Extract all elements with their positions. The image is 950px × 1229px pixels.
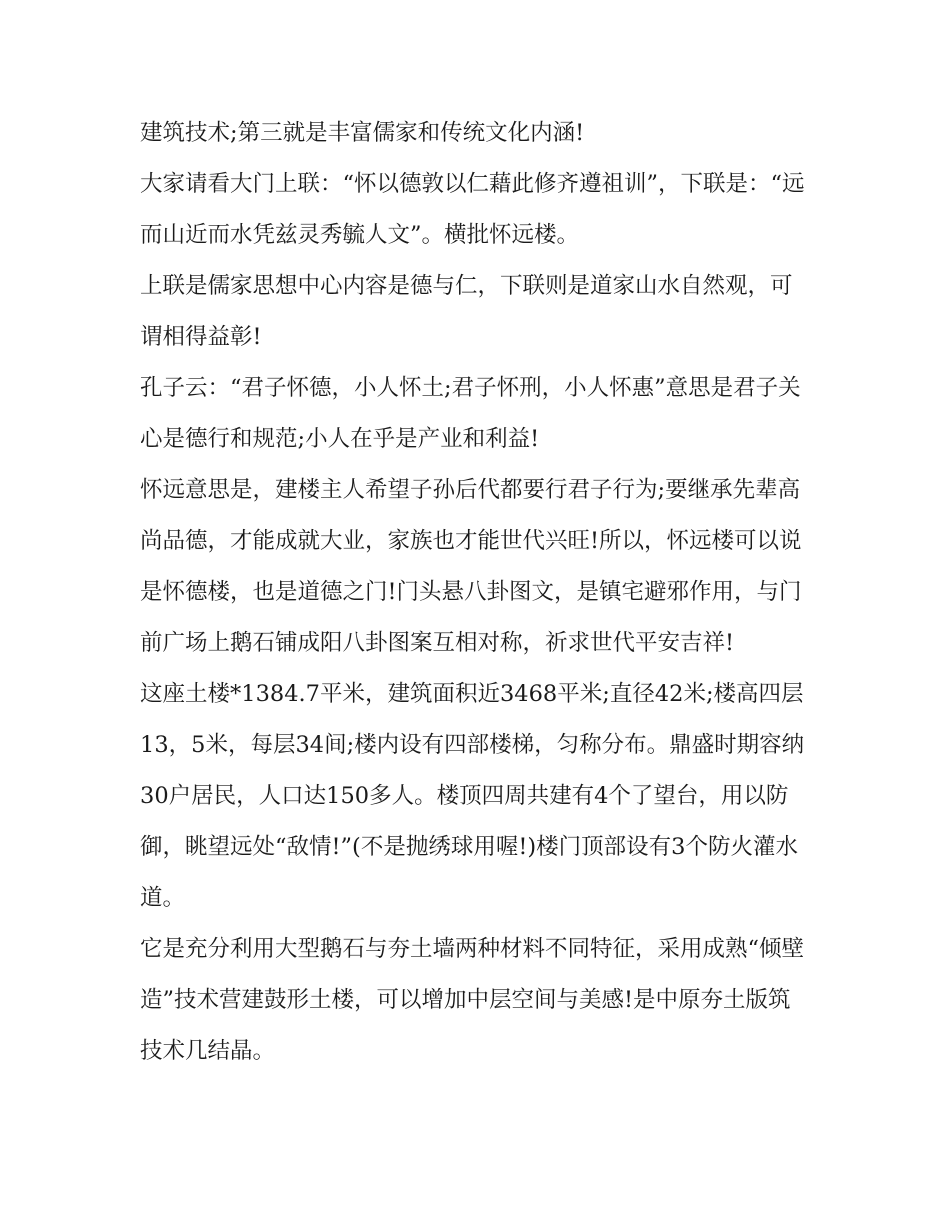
paragraph-7: 它是充分利用大型鹅石与夯土墙两种材料不同特征，采用成熟“倾壁造”技术营建鼓形土楼，可以增加中层空间与美感!是中原夯土版筑技术几结晶。 bbox=[140, 936, 805, 1064]
paragraph-1: 建筑技术;第三就是丰富儒家和传统文化内涵! bbox=[140, 120, 585, 146]
paragraph-6: 这座土楼*1384.7平米，建筑面积近3468平米;直径42米;楼高四层13，5米，每层34间;楼内设有四部楼梯，匀称分布。鼎盛时期容纳30户居民，人口达150多人。楼顶四周共建有4个了望台，用以防御，眺望远处“敌情!”(不是抛绣球用喔!)楼门顶部设有3个防火灌水道。 bbox=[140, 681, 805, 911]
paragraph-2: 大家请看大门上联：“怀以德敦以仁藉此修齐遵祖训”，下联是：“远而山近而水凭兹灵秀毓人文”。横批怀远楼。 bbox=[140, 171, 805, 248]
paragraph-4: 孔子云：“君子怀德，小人怀土;君子怀刑，小人怀惠”意思是君子关心是德行和规范;小人在乎是产业和利益! bbox=[140, 375, 801, 452]
paragraph-3: 上联是儒家思想中心内容是德与仁，下联则是道家山水自然观，可谓相得益彰! bbox=[140, 273, 793, 350]
paragraph-5: 怀远意思是，建楼主人希望子孙后代都要行君子行为;要继承先辈高尚品德，才能成就大业，家族也才能世代兴旺!所以，怀远楼可以说是怀德楼，也是道德之门!门头悬八卦图文，是镇宅避邪作用，与门前广场上鹅石铺成阳八卦图案互相对称，祈求世代平安吉祥! bbox=[140, 477, 802, 656]
document-body bbox=[140, 108, 812, 1077]
